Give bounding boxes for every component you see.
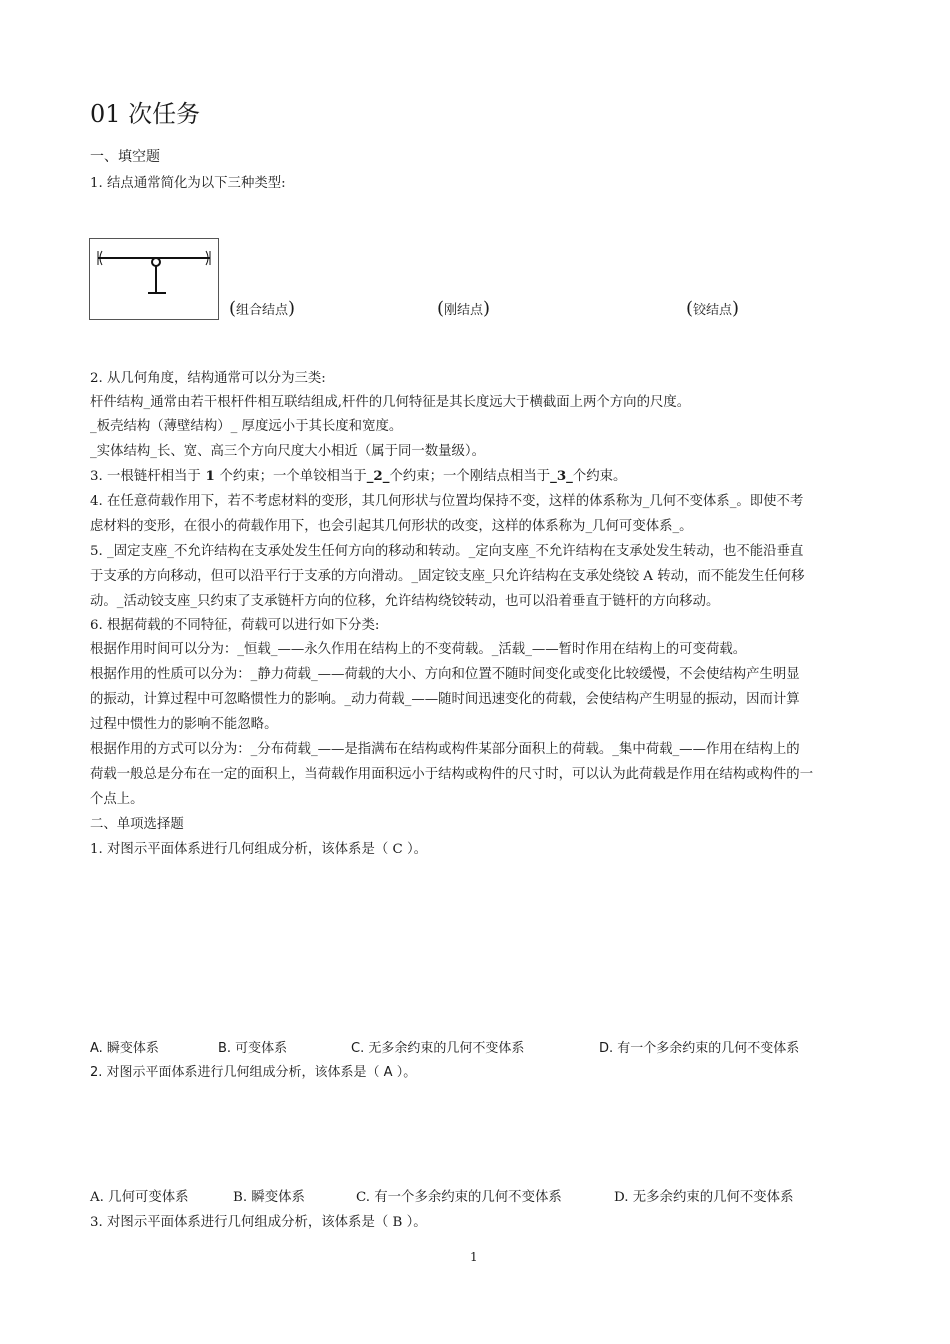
choice-1-option-b: B. 可变体系 [218, 1041, 288, 1056]
question-3: 3. 一根链杆相当于 1 个约束；一个单铰相当于_2_个约束；一个刚结点相当于_3_个约束。 [90, 468, 627, 484]
question-2-line-4: _实体结构_长、宽、高三个方向尺度大小相近（属于同一数量级）。 [90, 444, 486, 459]
question-5-line-1: 5. _固定支座_不允许结构在支承处发生任何方向的移动和转动。_定向支座_不允许结构在支承处发生转动，也不能沿垂直 [90, 544, 804, 559]
choice-1-option-c: C. 无多余约束的几何不变体系 [351, 1041, 525, 1056]
question-6-line-2: 根据作用时间可以分为：_恒载_——永久作用在结构上的不变荷载。_活载_——暂时作用在结构上的可变荷载。 [90, 642, 747, 657]
question-5-line-2: 于支承的方向移动，但可以沿平行于支承的方向滑动。_固定铰支座_只允许结构在支承处绕铰 A 转动，而不能发生任何移 [90, 569, 805, 584]
choice-question-2: 2. 对图示平面体系进行几何组成分析，该体系是（ A ）。 [90, 1065, 417, 1080]
page-title: 01 次任务 [90, 100, 201, 128]
choice-2-option-a: A. 几何可变体系 [90, 1190, 189, 1205]
question-6-line-7: 荷载一般总是分布在一定的面积上，当荷载作用面积远小于结构或构件的尺寸时，可以认为此荷载是作用在结构或构件的一 [90, 767, 814, 782]
choice-1-option-d: D. 有一个多余约束的几何不变体系 [599, 1041, 800, 1056]
choice-1-option-a: A. 瞬变体系 [90, 1041, 159, 1056]
combined-joint-figure [89, 238, 219, 320]
section-heading-fill-blank: 一、填空题 [90, 149, 160, 165]
question-4-line-1: 4. 在任意荷载作用下，若不考虑材料的变形，其几何形状与位置均保持不变，这样的体系称为_几何不变体系_。即使不考 [90, 494, 804, 509]
question-2-line-3: _板壳结构（薄壁结构）_ 厚度远小于其长度和宽度。 [90, 419, 403, 434]
question-2-line-2: 杆件结构_通常由若干根杆件相互联结组成,杆件的几何特征是其长度远大于横截面上两个方向的尺度。 [90, 395, 691, 410]
caption-hinge-joint: (铰结点) [686, 298, 740, 319]
question-2-line-1: 2. 从几何角度，结构通常可以分为三类: [90, 371, 326, 386]
choice-2-option-b: B. 瞬变体系 [233, 1190, 305, 1205]
choice-2-option-d: D. 无多余约束的几何不变体系 [614, 1190, 794, 1205]
question-6-line-6: 根据作用的方式可以分为：_分布荷载_——是指满布在结构或构件某部分面积上的荷载。_集中荷载_——作用在结构上的 [90, 742, 800, 757]
caption-combined-joint: (组合结点) [229, 298, 296, 319]
question-6-line-8: 个点上。 [90, 792, 144, 807]
choice-question-1: 1. 对图示平面体系进行几何组成分析，该体系是（ C ）。 [90, 842, 428, 857]
section-heading-single-choice: 二、单项选择题 [90, 817, 184, 832]
caption-rigid-joint: (刚结点) [437, 298, 491, 319]
choice-2-option-c: C. 有一个多余约束的几何不变体系 [356, 1190, 562, 1205]
page-number: 1 [470, 1250, 478, 1264]
choice-question-3: 3. 对图示平面体系进行几何组成分析，该体系是（ B ）。 [90, 1215, 427, 1230]
question-1: 1. 结点通常简化为以下三种类型: [90, 176, 286, 191]
question-5-line-3: 动。_活动铰支座_只约束了支承链杆方向的位移，允许结构绕铰转动，也可以沿着垂直于链杆的方向移动。 [90, 594, 720, 609]
question-6-line-3: 根据作用的性质可以分为：_静力荷载_——荷载的大小、方向和位置不随时间变化或变化比较缓慢，不会使结构产生明显 [90, 667, 800, 682]
question-6-line-1: 6. 根据荷载的不同特征，荷载可以进行如下分类: [90, 618, 380, 633]
question-6-line-4: 的振动，计算过程中可忽略惯性力的影响。_动力荷载_——随时间迅速变化的荷载，会使结构产生明显的振动，因而计算 [90, 692, 800, 707]
question-6-line-5: 过程中惯性力的影响不能忽略。 [90, 717, 278, 732]
question-4-line-2: 虑材料的变形，在很小的荷载作用下，也会引起其几何形状的改变，这样的体系称为_几何可变体系_。 [90, 519, 693, 534]
joint-diagram-icon [90, 239, 218, 319]
